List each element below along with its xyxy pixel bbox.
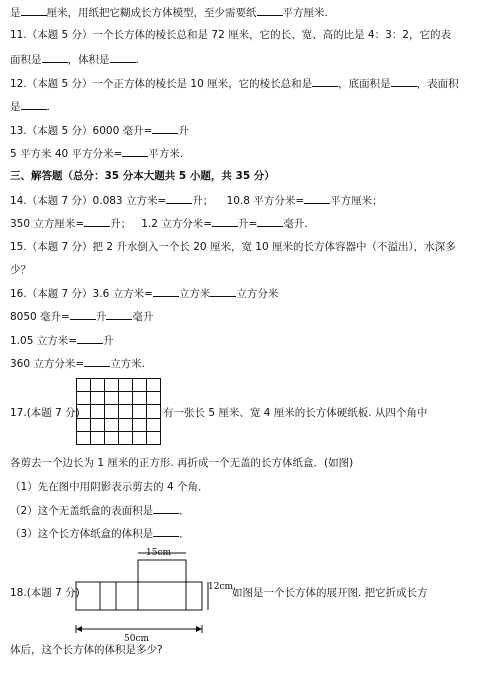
q13-line2 [10,146,183,161]
blank [312,76,338,87]
grid-cell [147,419,161,432]
blank [212,216,238,227]
grid-cell [105,419,119,432]
net-face-middle [138,582,186,610]
grid-cell [133,432,147,445]
grid-cell [133,392,147,405]
q14-text: 毫升. [283,218,308,230]
q17-line2: 各剪去一个边长为 1 厘米的正方形. 再折成一个无盖的长方体纸盒．(如图) [10,457,354,469]
net-face-top [138,560,186,582]
q17-text: ． [179,505,190,517]
q16-text: 立方米 [178,288,211,300]
cardboard-grid-figure [76,378,160,444]
q17-text: （2）这个无盖纸盒的表面积是 [10,505,154,517]
q14-line2 [10,216,308,231]
q10-tail-line [10,5,328,20]
arrow-right [196,626,202,632]
q14-text: 升= [238,218,258,230]
q13-text: 平方米. [148,148,184,160]
net-face-front [116,582,138,610]
grid-cell [91,405,105,418]
q16-text: 立方分米 [236,288,279,300]
blank [257,216,283,227]
section-heading: 三、解答题（总分：35 分本大题共 5 小题，共 35 分） [10,170,275,182]
q15-text: 15.（本题 7 分）把 2 升水倒入一个长 20 厘米，宽 10 厘米的长方体容器中（不溢出），水深多 [10,241,456,253]
blank [210,286,236,297]
q11-text: 面积是 [10,54,42,66]
q11-text: . [135,54,139,66]
blank [152,123,178,134]
q17-text: （3）这个长方体纸盒的体积是 [10,528,154,540]
q15-line2 [10,263,31,277]
blank [153,503,179,514]
q16-text: 升 [103,335,114,347]
q12-text: ，底面积是 [338,78,391,90]
q11-text: 11.（本题 5 分）一个长方体的棱长总和是 72 厘米，它的长、宽、高的比是 4：3：2，它的表 [10,29,451,41]
q12-line2 [10,99,50,114]
blank [166,193,192,204]
q16-text: 8050 毫升= [10,311,70,323]
grid-cell [105,405,119,418]
grid-cell [77,432,91,445]
q14-text: 10.8 平方分米= [226,195,305,207]
grid-cell [91,419,105,432]
net-face-right [186,582,202,610]
q16-text: 360 立方分米= [10,358,85,370]
grid-cell [105,379,119,392]
blank [21,5,47,16]
q14-text: 350 立方厘米= [10,218,85,230]
q15-line1 [10,240,456,254]
q12-text: . [46,101,50,113]
grid-cell [147,405,161,418]
q16-text: 1.05 立方米= [10,335,78,347]
q12-text: 是 [10,101,21,113]
q17-label: 17.(本题 7 分) [10,407,80,419]
q15-text: 少？ [10,264,31,276]
blank [42,52,68,63]
grid-cell [119,392,133,405]
blank [153,286,179,297]
grid-cell [77,419,91,432]
grid-cell [133,419,147,432]
dim-label-top: 15cm [146,548,172,558]
blank [257,5,283,16]
q11-line2 [10,52,139,67]
q17-text: ． [179,528,190,540]
q16-text: 立方米. [110,358,146,370]
q10-text-a: 是 [10,7,21,19]
grid-cell [77,405,91,418]
blank [70,309,96,320]
q17-item1: （1）先在图中用阴影表示剪去的 4 个角． [10,481,209,493]
q14-text: 14.（本题 7 分）0.083 立方米= [10,195,167,207]
q12-text: 12.（本题 5 分）一个正方体的棱长是 10 厘米，它的棱长总和是 [10,78,313,90]
blank [153,526,179,537]
q16-text: 升 [95,311,107,323]
q12-text: ，表面积 [416,78,459,90]
grid-cell [133,405,147,418]
q16-text: 16.（本题 7 分）3.6 立方米= [10,288,153,300]
cuboid-net-figure [74,545,234,643]
q16-line2 [10,309,153,324]
grid-cell [91,432,105,445]
dim-label-bottom: 50cm [124,634,150,643]
blank [122,146,148,157]
q13-line1 [10,123,189,138]
grid-cell [77,392,91,405]
blank [77,333,103,344]
grid-cell [105,392,119,405]
grid-cells [76,378,161,445]
q10-text-b: 厘米，用纸把它糊成长方体模型，至少需要纸 [46,7,257,19]
blank [106,309,132,320]
q12-line1 [10,76,459,91]
blank [21,99,47,110]
q11-line1 [10,28,451,42]
q16-line1 [10,286,278,301]
blank [110,52,136,63]
q16-line4 [10,356,145,371]
net-face-left [100,582,116,610]
blank [391,76,417,87]
q10-text-c: 平方厘米. [282,7,328,19]
grid-cell [77,379,91,392]
q16-text: 毫升 [132,311,154,323]
q14-text: 升； [110,218,132,230]
q13-text: 5 平方米 40 平方分米= [10,148,123,160]
q17-item3 [10,526,190,541]
grid-cell [147,432,161,445]
blank [84,356,110,367]
grid-cell [91,379,105,392]
dim-label-right: 12cm [208,582,234,592]
q16-line3 [10,333,114,348]
q14-text: 1.2 立方分米= [141,218,213,230]
grid-cell [147,392,161,405]
grid-cell [91,392,105,405]
q13-text: 升 [178,125,189,137]
grid-cell [119,432,133,445]
net-face-left-end [76,582,100,610]
grid-cell [119,379,133,392]
q18-line2: 体后，这个长方体的体积是多少? [10,644,163,656]
grid-cell [147,379,161,392]
grid-cell [119,419,133,432]
q13-text: 13.（本题 5 分）6000 毫升= [10,125,153,137]
arrow-left [76,626,82,632]
q14-text: 升； [192,195,214,207]
blank [84,216,110,227]
q18-label: 18.(本题 7 分) [10,587,80,599]
grid-cell [119,405,133,418]
q17-text-right: 有一张长 5 厘米、宽 4 厘米的长方体硬纸板. 从四个角中 [163,407,428,419]
q11-text: ，体积是 [67,54,110,66]
q17-item2 [10,503,190,518]
q14-line1 [10,193,383,208]
q18-text-right: 如图是一个长方体的展开图. 把它折成长方 [232,587,428,599]
q14-text: 平方厘米； [330,195,383,207]
grid-cell [105,432,119,445]
blank [304,193,330,204]
grid-cell [133,379,147,392]
